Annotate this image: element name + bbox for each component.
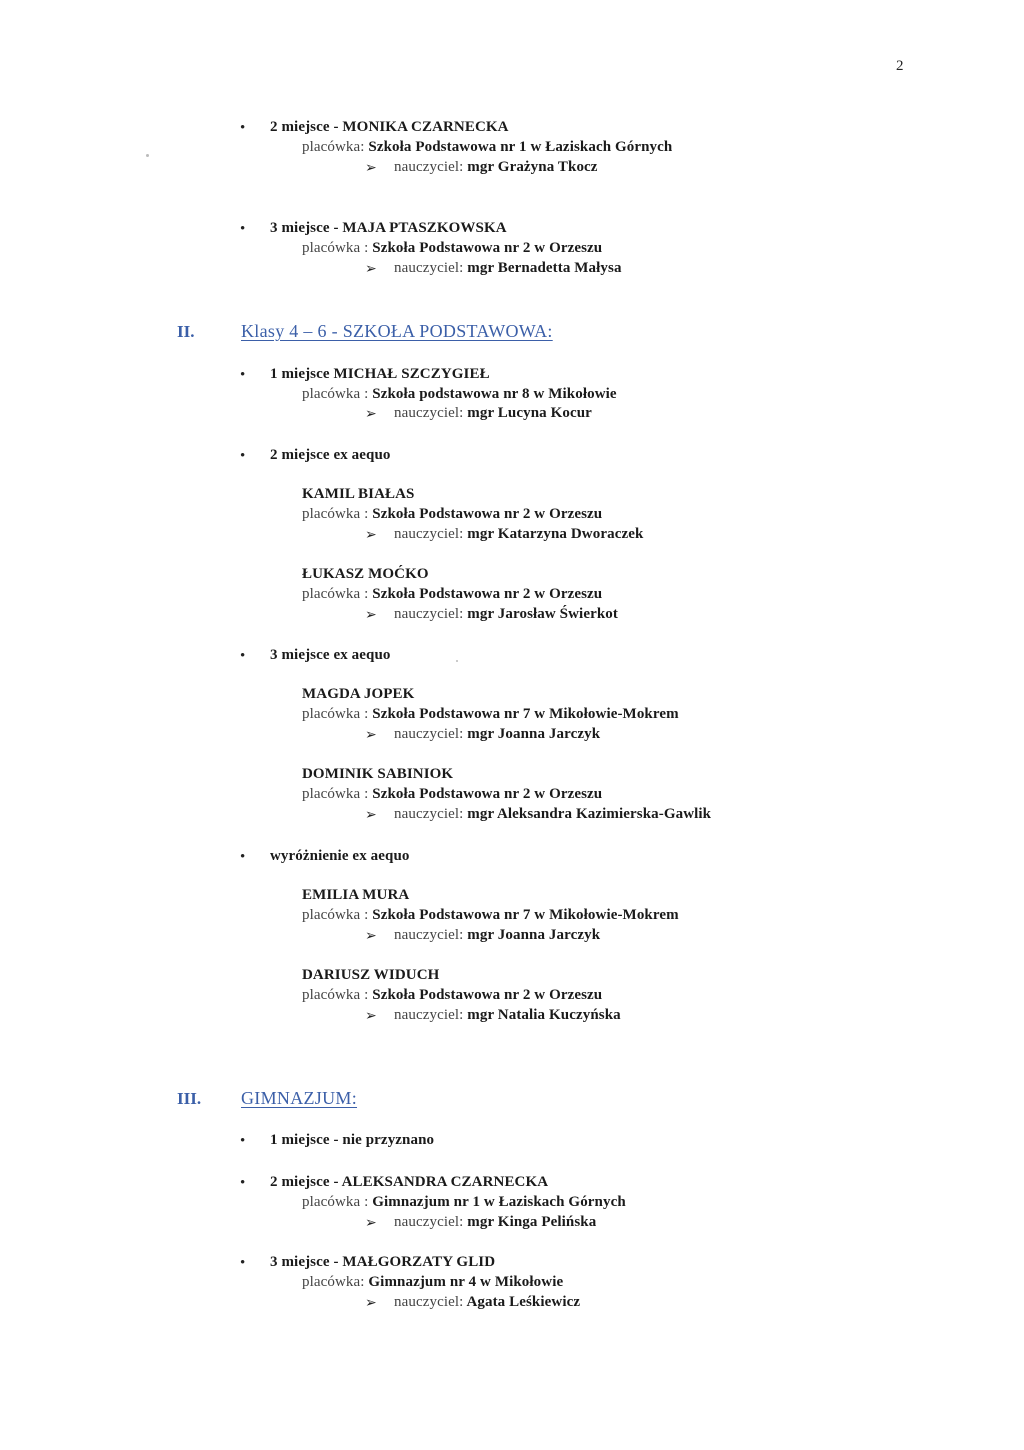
arrow-icon: ➢	[365, 528, 377, 543]
teacher-line	[394, 526, 643, 543]
school-label: placówka:	[302, 1274, 365, 1290]
school-label: placówka :	[302, 386, 369, 402]
place-line: 1 miejsce MICHAŁ SZCZYGIEŁ	[270, 366, 490, 382]
teacher-line	[394, 1214, 596, 1231]
arrow-icon: ➢	[365, 161, 377, 176]
school-line	[302, 506, 602, 523]
place-line: 3 miejsce - MAJA PTASZKOWSKA	[270, 220, 507, 236]
school-name: Szkoła Podstawowa nr 7 w Mikołowie-Mokrem	[372, 706, 679, 722]
school-line	[302, 1274, 563, 1291]
school-name: Gimnazjum nr 1 w Łaziskach Górnych	[372, 1194, 626, 1210]
teacher-line	[394, 927, 600, 944]
school-name: Szkoła Podstawowa nr 2 w Orzeszu	[372, 586, 603, 602]
school-name: Gimnazjum nr 4 w Mikołowie	[368, 1274, 564, 1290]
place-line: 2 miejsce - MONIKA CZARNECKA	[270, 119, 509, 135]
bullet: •	[240, 448, 246, 464]
school-line	[302, 386, 617, 403]
arrow-icon: ➢	[365, 608, 377, 623]
scan-speck	[456, 660, 458, 662]
teacher-line	[394, 806, 711, 823]
teacher-label: nauczyciel:	[394, 1007, 464, 1023]
school-line	[302, 586, 602, 603]
arrow-icon: ➢	[365, 728, 377, 743]
teacher-label: nauczyciel:	[394, 526, 464, 542]
school-label: placówka :	[302, 706, 369, 722]
school-name: Szkoła Podstawowa nr 1 w Łaziskach Górnych	[368, 139, 673, 155]
teacher-line	[394, 260, 622, 277]
school-name: Szkoła Podstawowa nr 7 w Mikołowie-Mokrem	[372, 907, 679, 923]
teacher-label: nauczyciel:	[394, 806, 464, 822]
teacher-name: mgr Bernadetta Małysa	[467, 260, 622, 276]
teacher-name: mgr Jarosław Świerkot	[467, 606, 618, 622]
teacher-name: mgr Katarzyna Dworaczek	[467, 526, 644, 542]
bullet: •	[240, 1133, 246, 1149]
teacher-line	[394, 726, 600, 743]
scan-speck	[146, 154, 149, 157]
arrow-icon: ➢	[365, 407, 377, 422]
teacher-label: nauczyciel:	[394, 1294, 464, 1310]
school-label: placówka :	[302, 786, 369, 802]
school-line	[302, 907, 679, 924]
bullet: •	[240, 367, 246, 383]
teacher-name: mgr Natalia Kuczyńska	[467, 1007, 621, 1023]
school-line	[302, 1194, 626, 1211]
bullet: •	[240, 120, 246, 136]
student-name: KAMIL BIAŁAS	[302, 486, 415, 502]
teacher-label: nauczyciel:	[394, 159, 464, 175]
teacher-label: nauczyciel:	[394, 927, 464, 943]
arrow-icon: ➢	[365, 1296, 377, 1311]
student-name: ŁUKASZ MOĆKO	[302, 566, 429, 582]
bullet: •	[240, 648, 246, 664]
teacher-name: mgr Lucyna Kocur	[467, 405, 592, 421]
bullet: •	[240, 1175, 246, 1191]
arrow-icon: ➢	[365, 1009, 377, 1024]
school-name: Szkoła Podstawowa nr 2 w Orzeszu	[372, 240, 603, 256]
place-heading: 2 miejsce ex aequo	[270, 447, 391, 463]
teacher-line	[394, 606, 618, 623]
bullet: •	[240, 849, 246, 865]
arrow-icon: ➢	[365, 808, 377, 823]
teacher-line	[394, 159, 598, 176]
school-label: placówka :	[302, 1194, 369, 1210]
school-name: Szkoła Podstawowa nr 2 w Orzeszu	[372, 987, 603, 1003]
teacher-name: mgr Joanna Jarczyk	[467, 726, 601, 742]
school-label: placówka :	[302, 987, 369, 1003]
teacher-label: nauczyciel:	[394, 726, 464, 742]
teacher-name: mgr Kinga Pelińska	[467, 1214, 597, 1230]
school-line	[302, 139, 672, 156]
teacher-label: nauczyciel:	[394, 260, 464, 276]
page-number: 2	[896, 58, 904, 74]
arrow-icon: ➢	[365, 262, 377, 277]
teacher-label: nauczyciel:	[394, 1214, 464, 1230]
teacher-label: nauczyciel:	[394, 606, 464, 622]
section-title: GIMNAZJUM:	[241, 1088, 358, 1108]
arrow-icon: ➢	[365, 929, 377, 944]
school-label: placówka :	[302, 240, 369, 256]
section-number: III.	[177, 1089, 202, 1108]
school-line	[302, 987, 602, 1004]
teacher-name: mgr Aleksandra Kazimierska-Gawlik	[467, 806, 712, 822]
teacher-label: nauczyciel:	[394, 405, 464, 421]
school-line	[302, 240, 602, 257]
student-name: EMILIA MURA	[302, 887, 410, 903]
school-label: placówka:	[302, 139, 365, 155]
place-line: 1 miejsce - nie przyznano	[270, 1132, 435, 1148]
school-line	[302, 786, 602, 803]
student-name: DARIUSZ WIDUCH	[302, 967, 440, 983]
school-label: placówka :	[302, 586, 369, 602]
teacher-line	[394, 1007, 621, 1024]
teacher-line	[394, 405, 592, 422]
school-name: Szkoła podstawowa nr 8 w Mikołowie	[372, 386, 617, 402]
student-name: DOMINIK SABINIOK	[302, 766, 454, 782]
school-line	[302, 706, 679, 723]
teacher-line	[394, 1294, 580, 1311]
place-line: 2 miejsce - ALEKSANDRA CZARNECKA	[270, 1174, 549, 1190]
bullet: •	[240, 1255, 246, 1271]
bullet: •	[240, 221, 246, 237]
school-label: placówka :	[302, 506, 369, 522]
teacher-name: mgr Grażyna Tkocz	[467, 159, 598, 175]
arrow-icon: ➢	[365, 1216, 377, 1231]
section-number: II.	[177, 322, 195, 341]
place-line: 3 miejsce - MAŁGORZATY GLID	[270, 1254, 496, 1270]
teacher-name: Agata Leśkiewicz	[466, 1294, 581, 1310]
place-heading: 3 miejsce ex aequo	[270, 647, 391, 663]
school-label: placówka :	[302, 907, 369, 923]
place-heading: wyróżnienie ex aequo	[270, 848, 410, 864]
school-name: Szkoła Podstawowa nr 2 w Orzeszu	[372, 786, 603, 802]
teacher-name: mgr Joanna Jarczyk	[467, 927, 601, 943]
student-name: MAGDA JOPEK	[302, 686, 415, 702]
section-title: Klasy 4 – 6 - SZKOŁA PODSTAWOWA:	[241, 321, 553, 341]
school-name: Szkoła Podstawowa nr 2 w Orzeszu	[372, 506, 603, 522]
